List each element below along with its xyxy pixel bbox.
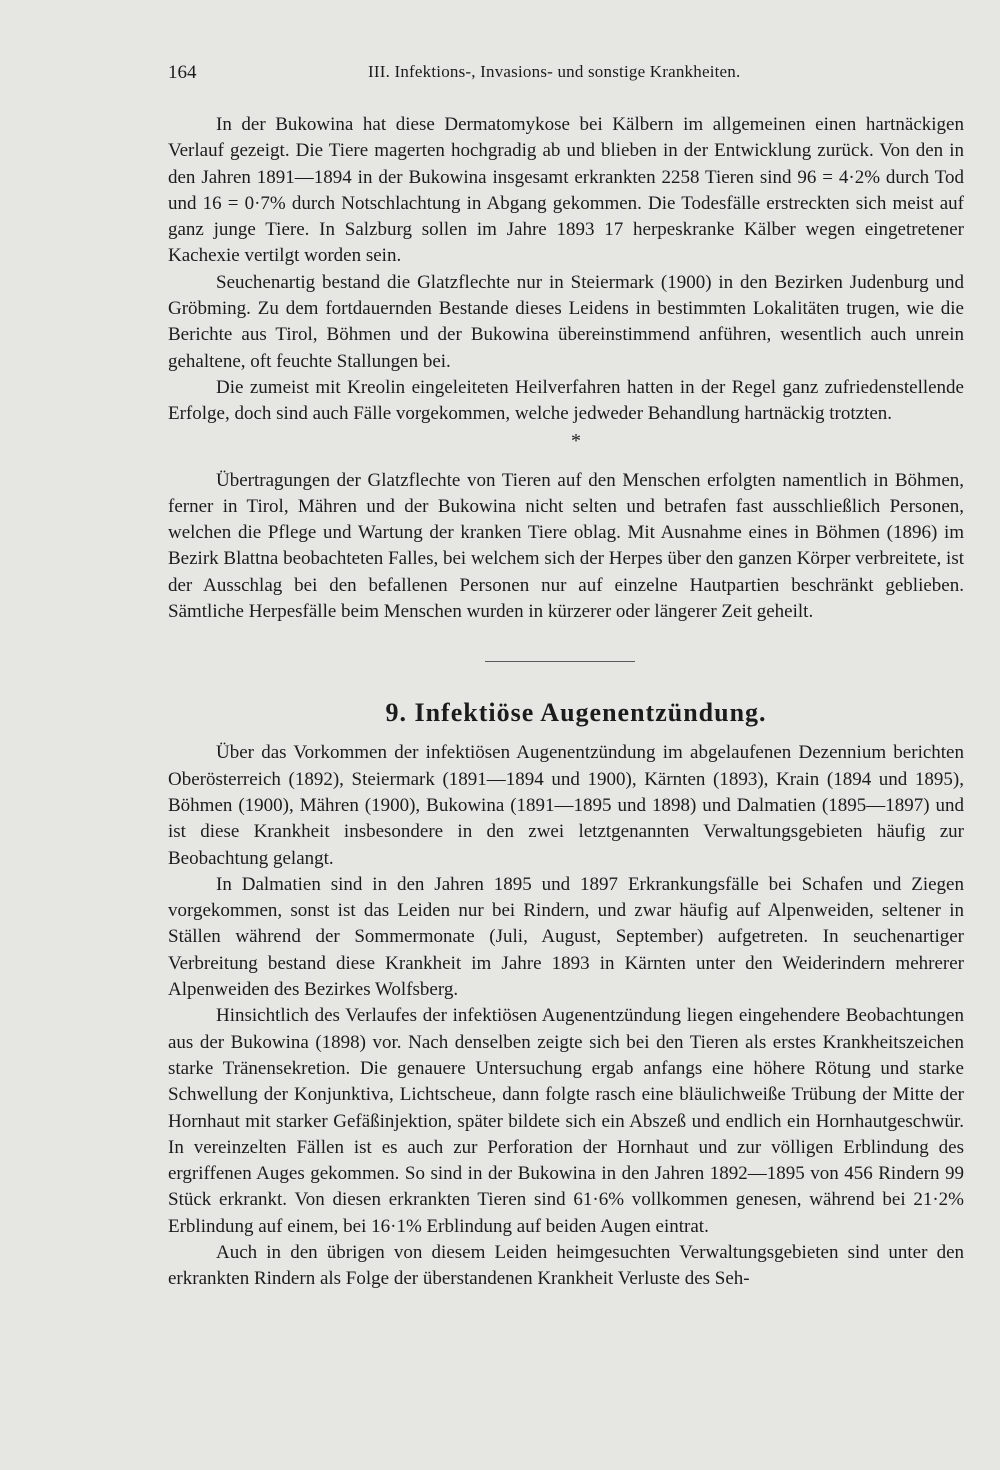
paragraph: Auch in den übrigen von diesem Leiden heimgesuchten Verwaltungsgebieten sind unter den erkrankten Rindern als Folge der überstandenen Krankheit Verluste des Seh- — [168, 1241, 964, 1290]
paragraph: Hinsichtlich des Verlaufes der infektiösen Augenentzündung liegen eingehendere Beobachtungen aus der Bukowina (1898) vor. Nach denselben zeigte sich bei den Tieren als erstes Krankheitszeichen starke Tränensekretion. Die genauere Untersuchung ergab anfangs eine höhere Rötung und starke Schwellung der Konjunktiva, Lichtscheue, dann folgte rasch eine bläulichweiße Trübung der Mitte der Hornhaut mit starker Gefäßinjektion, später bildete sich ein Abszeß und endlich ein Hornhautgeschwür. In vereinzelten Fällen ist es auch zur Perforation der Hornhaut und zur völligen Erblindung des ergriffenen Auges gekommen. So sind in der Bukowina in den Jahren 1892—1895 von 456 Rindern 99 Stück erkrankt. Von diesen erkrankten Tieren sind 61·6% vollkommen genesen, während bei 21·2% Erblindung auf einem, bei 16·1% Erblindung auf beiden Augen eintrat. — [168, 1005, 964, 1237]
asterisk-separator: * — [571, 429, 581, 452]
page-header — [168, 62, 958, 92]
paragraph: Übertragungen der Glatzflechte von Tieren auf den Menschen erfolgten namentlich in Böhmen, ferner in Tirol, Mähren und der Bukowina nicht selten und betrafen fast ausschließlich Personen, welchen die Pflege und Wartung der kranken Tiere oblag. Mit Ausnahme eines in Böhmen (1896) im Bezirk Blattna beobachteten Falles, bei welchem sich der Herpes über den ganzen Körper verbreitete, ist der Ausschlag bei den befallenen Personen nur auf einzelne Hautpartien beschränkt geblieben. Sämtliche Herpesfälle beim Menschen wurden in kürzerer oder längerer Zeit geheilt. — [168, 469, 964, 623]
paragraph: In Dalmatien sind in den Jahren 1895 und 1897 Erkrankungsfälle bei Schafen und Ziegen vorgekommen, sonst ist das Leiden nur bei Rindern, und zwar häufig auf Alpenweiden, seltener in Ställen während der Sommermonate (Juli, August, September) aufgetreten. In seuchenartiger Verbreitung bestand diese Krankheit im Jahre 1893 in Kärnten unter den Weiderindern mehrerer Alpenweiden des Bezirkes Wolfsberg. — [168, 873, 964, 1001]
running-head: III. Infektions-, Invasions- und sonstige Krankheiten. — [368, 62, 741, 81]
page-number: 164 — [168, 62, 197, 83]
paragraph: In der Bukowina hat diese Dermatomykose bei Kälbern im allgemeinen einen hartnäckigen Verlauf gezeigt. Die Tiere magerten hochgradig ab und blieben in der Entwicklung zurück. Von den in den Jahren 1891—1894 in der Bukowina insgesamt erkrankten 2258 Tieren sind 96 = 4·2% durch Tod und 16 = 0·7% durch Notschlachtung in Abgang gekommen. Die Todesfälle erstreckten sich meist auf ganz junge Tiere. In Salzburg sollen im Jahre 1893 17 herpeskranke Kälber wegen eingetretener Kachexie vertilgt worden sein. — [168, 114, 964, 267]
body-text — [168, 112, 964, 1293]
paragraph: Die zumeist mit Kreolin eingeleiteten Heilverfahren hatten in der Regel ganz zufriedenstellende Erfolge, doch sind auch Fälle vorgekommen, welche jedweder Behandlung hartnäckig trotzten. — [168, 376, 964, 425]
section-divider-rule — [485, 661, 635, 662]
section-heading: 9. Infektiöse Augenentzündung. — [385, 698, 767, 728]
paragraph: Seuchenartig bestand die Glatzflechte nur in Steiermark (1900) in den Bezirken Judenburg und Gröbming. Zu dem fortdauernden Bestande dieses Leidens in bestimmten Lokalitäten trugen, wie die Berichte aus Tirol, Böhmen und der Bukowina übereinstimmend anführen, wesentlich auch unrein gehaltene, oft feuchte Stallungen bei. — [168, 271, 964, 372]
paragraph: Über das Vorkommen der infektiösen Augenentzündung im abgelaufenen Dezennium berichten Oberösterreich (1892), Steiermark (1891—1894 und 1900), Kärnten (1893), Krain (1894 und 1895), Böhmen (1900), Mähren (1900), Bukowina (1891—1895 und 1898) und Dalmatien (1895—1897) und ist diese Krankheit insbesondere in den zwei letztgenannten Verwaltungsgebieten häufig zur Beobachtung gelangt. — [168, 742, 964, 869]
